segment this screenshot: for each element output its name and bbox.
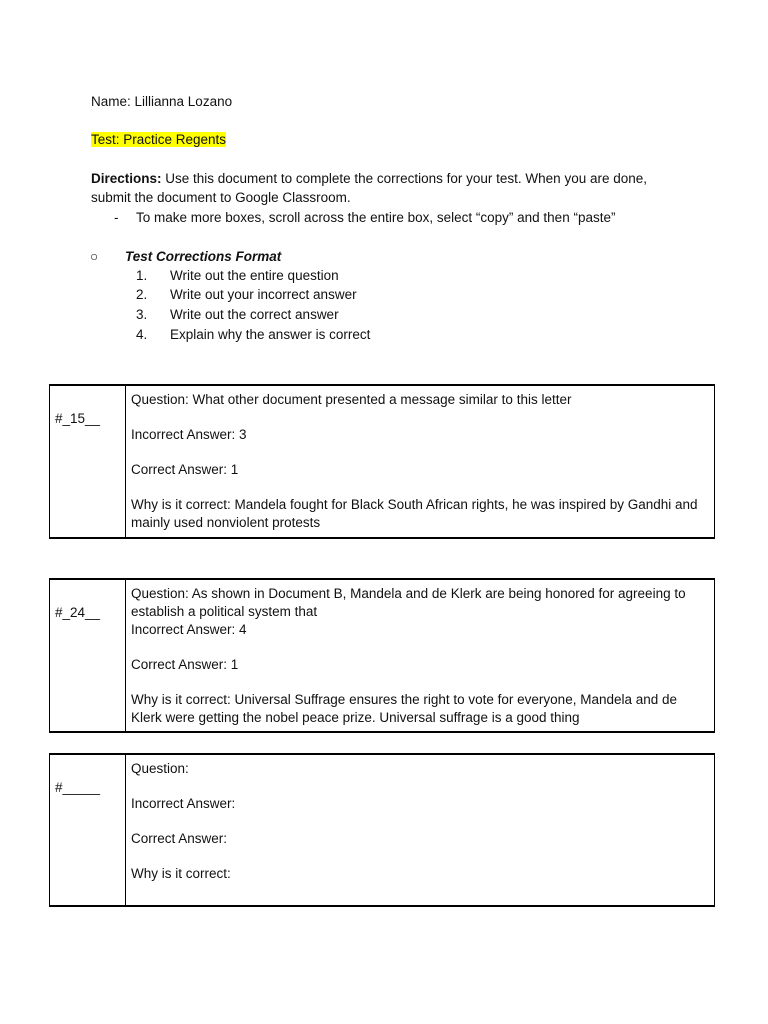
column-divider — [125, 580, 126, 731]
correction-content — [131, 760, 706, 883]
question-number: #_24__ — [55, 605, 101, 620]
question-text: Question: — [131, 761, 189, 776]
question-text: Question: What other document presented a message similar to this letter — [131, 392, 572, 407]
student-name: Name: Lillianna Lozano — [91, 94, 233, 109]
step-number: 2. — [136, 287, 148, 302]
correction-box[interactable] — [49, 578, 715, 733]
correction-content — [131, 585, 706, 727]
explanation: Why is it correct: Mandela fought for Black South African rights, he was inspired by Gandhi and mainly used nonviolent protests — [131, 497, 698, 530]
step-number: 3. — [136, 307, 148, 322]
correct-answer: Correct Answer: — [131, 831, 228, 846]
directions-bullet: To make more boxes, scroll across the entire box, select “copy” and then “paste” — [136, 210, 616, 225]
correction-content — [131, 391, 706, 532]
step-number: 1. — [136, 268, 148, 283]
question-number: #_15__ — [55, 411, 101, 426]
directions-label: Directions: — [91, 171, 162, 186]
directions-text-1: Use this document to complete the corrections for your test. When you are done, — [161, 171, 648, 186]
directions-bullet-marker: - — [114, 210, 119, 225]
incorrect-answer: Incorrect Answer: — [131, 796, 236, 811]
incorrect-answer: Incorrect Answer: 3 — [131, 427, 247, 442]
column-divider — [125, 755, 126, 905]
correct-answer: Correct Answer: 1 — [131, 462, 239, 477]
incorrect-answer: Incorrect Answer: 4 — [131, 622, 247, 637]
question-text: Question: As shown in Document B, Mandela and de Klerk are being honored for agreeing to establish a political system that — [131, 586, 686, 619]
step-text: Write out the entire question — [170, 268, 339, 283]
format-title: Test Corrections Format — [125, 249, 282, 264]
correction-box[interactable] — [49, 753, 715, 907]
directions-line-1 — [91, 171, 647, 186]
question-number: #_____ — [55, 780, 101, 795]
test-title: Test: Practice Regents — [91, 132, 227, 147]
step-text: Write out your incorrect answer — [170, 287, 357, 302]
correction-box[interactable] — [49, 384, 715, 539]
circle-bullet-icon: ○ — [90, 249, 99, 264]
step-text: Explain why the answer is correct — [170, 327, 371, 342]
column-divider — [125, 386, 126, 537]
directions-line-2: submit the document to Google Classroom. — [91, 190, 351, 205]
correct-answer: Correct Answer: 1 — [131, 657, 239, 672]
step-text: Write out the correct answer — [170, 307, 339, 322]
explanation: Why is it correct: — [131, 866, 231, 881]
step-number: 4. — [136, 327, 148, 342]
explanation: Why is it correct: Universal Suffrage ensures the right to vote for everyone, Mandela and de Klerk were getting the nobel peace prize. Universal suffrage is a good thing — [131, 692, 678, 725]
